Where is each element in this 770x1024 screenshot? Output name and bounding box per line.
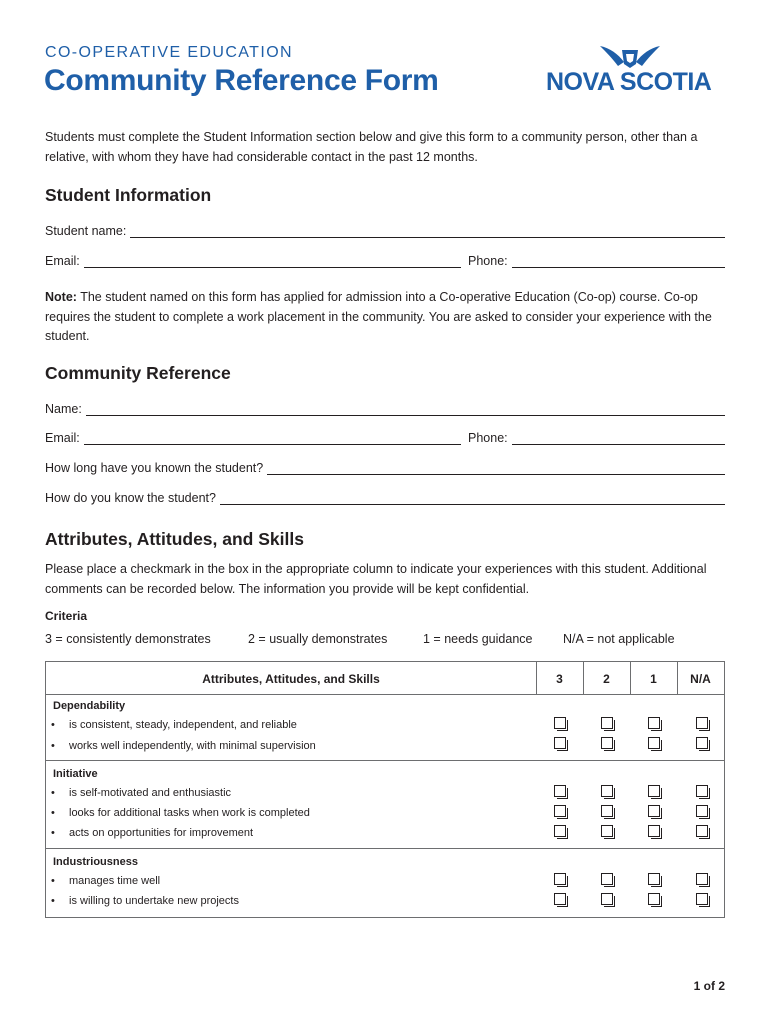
known-how-line[interactable] (220, 491, 725, 505)
list-item: • acts on opportunities for improvement (51, 827, 254, 839)
flag-ribbon-icon (598, 44, 662, 70)
header-divider (677, 662, 678, 695)
reference-name-label: Name: (45, 402, 82, 416)
criteria-na: N/A = not applicable (563, 632, 675, 646)
community-reference-heading: Community Reference (45, 363, 231, 383)
reference-phone-field[interactable] (468, 429, 725, 445)
rating-checkbox-3[interactable] (554, 805, 566, 817)
rating-checkbox-2[interactable] (601, 785, 613, 797)
reference-phone-line[interactable] (512, 431, 725, 445)
col-header-1: 1 (650, 671, 657, 686)
student-phone-label: Phone: (468, 254, 508, 268)
rating-checkbox-3[interactable] (554, 825, 566, 837)
rating-checkbox-na[interactable] (696, 873, 708, 885)
rating-checkbox-2[interactable] (601, 873, 613, 885)
list-item: • works well independently, with minimal supervision (51, 740, 316, 752)
student-name-label: Student name: (45, 224, 127, 238)
attributes-instructions: Please place a checkmark in the box in the appropriate column to indicate your experiences with this student. Additional comments can be recorded below. The information you provide will be kept confidential. (45, 562, 707, 596)
rating-checkbox-1[interactable] (648, 825, 660, 837)
reference-phone-label: Phone: (468, 431, 508, 445)
row-divider (46, 848, 724, 849)
col-header-3: 3 (556, 671, 563, 686)
attributes-table (45, 661, 725, 918)
list-item: • manages time well (51, 875, 161, 887)
col-header-attributes: Attributes, Attitudes, and Skills (202, 671, 380, 686)
known-how-label: How do you know the student? (45, 491, 216, 505)
known-how-long-line[interactable] (267, 461, 725, 475)
rating-checkbox-na[interactable] (696, 825, 708, 837)
group-title-dependability: Dependability (53, 700, 126, 712)
known-how-long-field[interactable] (45, 459, 725, 475)
header-divider (536, 662, 537, 695)
rating-checkbox-3[interactable] (554, 873, 566, 885)
header-divider (583, 662, 584, 695)
rating-checkbox-2[interactable] (601, 893, 613, 905)
note-paragraph (45, 288, 731, 347)
student-phone-field[interactable] (468, 252, 725, 268)
criteria-1: 1 = needs guidance (423, 632, 533, 646)
known-how-field[interactable] (45, 489, 725, 505)
note-text: The student named on this form has applied for admission into a Co-operative Education (Co-op) course. Co-op requires the student to complete a work placement in the community. You are asked to consider your experience with the student. (45, 290, 712, 343)
group-title-industriousness: Industriousness (53, 856, 138, 868)
rating-checkbox-3[interactable] (554, 737, 566, 749)
student-name-line[interactable] (130, 224, 725, 238)
rating-checkbox-2[interactable] (601, 805, 613, 817)
page-title: Community Reference Form (44, 64, 439, 97)
rating-checkbox-2[interactable] (601, 825, 613, 837)
known-how-long-label: How long have you known the student? (45, 461, 264, 475)
rating-checkbox-na[interactable] (696, 893, 708, 905)
reference-email-label: Email: (45, 431, 80, 445)
header-divider (630, 662, 631, 695)
rating-checkbox-3[interactable] (554, 893, 566, 905)
intro-text: Students must complete the Student Information section below and give this form to a community person, other than a relative, with whom they have had considerable contact in the past 12 months. (45, 130, 698, 164)
program-label: CO-OPERATIVE EDUCATION (45, 44, 294, 61)
page-number: 1 of 2 (693, 979, 725, 993)
rating-checkbox-1[interactable] (648, 737, 660, 749)
group-title-initiative: Initiative (53, 768, 98, 780)
rating-checkbox-1[interactable] (648, 785, 660, 797)
list-item: • is consistent, steady, independent, and reliable (51, 719, 297, 731)
rating-checkbox-3[interactable] (554, 785, 566, 797)
rating-checkbox-2[interactable] (601, 717, 613, 729)
rating-checkbox-na[interactable] (696, 785, 708, 797)
student-email-line[interactable] (84, 254, 461, 268)
rating-checkbox-2[interactable] (601, 737, 613, 749)
rating-checkbox-na[interactable] (696, 805, 708, 817)
rating-checkbox-1[interactable] (648, 873, 660, 885)
col-header-na: N/A (690, 671, 711, 686)
rating-checkbox-1[interactable] (648, 893, 660, 905)
criteria-2: 2 = usually demonstrates (248, 632, 388, 646)
reference-name-field[interactable] (45, 400, 725, 416)
student-phone-line[interactable] (512, 254, 725, 268)
reference-email-field[interactable] (45, 429, 461, 445)
rating-checkbox-na[interactable] (696, 737, 708, 749)
row-divider (46, 694, 724, 695)
student-email-field[interactable] (45, 252, 461, 268)
note-label: Note: (45, 290, 77, 304)
rating-checkbox-1[interactable] (648, 717, 660, 729)
rating-checkbox-1[interactable] (648, 805, 660, 817)
reference-email-line[interactable] (84, 431, 461, 445)
nova-scotia-logo (546, 44, 726, 98)
student-email-label: Email: (45, 254, 80, 268)
list-item: • looks for additional tasks when work is completed (51, 807, 310, 819)
rating-checkbox-3[interactable] (554, 717, 566, 729)
col-header-2: 2 (603, 671, 610, 686)
attributes-heading: Attributes, Attitudes, and Skills (45, 529, 304, 549)
logo-wordmark: NOVA SCOTIA (546, 68, 712, 96)
criteria-3: 3 = consistently demonstrates (45, 632, 211, 646)
row-divider (46, 760, 724, 761)
student-info-heading: Student Information (45, 185, 212, 205)
student-name-field[interactable] (45, 222, 725, 238)
list-item: • is willing to undertake new projects (51, 895, 239, 907)
rating-checkbox-na[interactable] (696, 717, 708, 729)
list-item: • is self-motivated and enthusiastic (51, 787, 232, 799)
criteria-heading: Criteria (45, 609, 88, 623)
reference-name-line[interactable] (86, 402, 725, 416)
